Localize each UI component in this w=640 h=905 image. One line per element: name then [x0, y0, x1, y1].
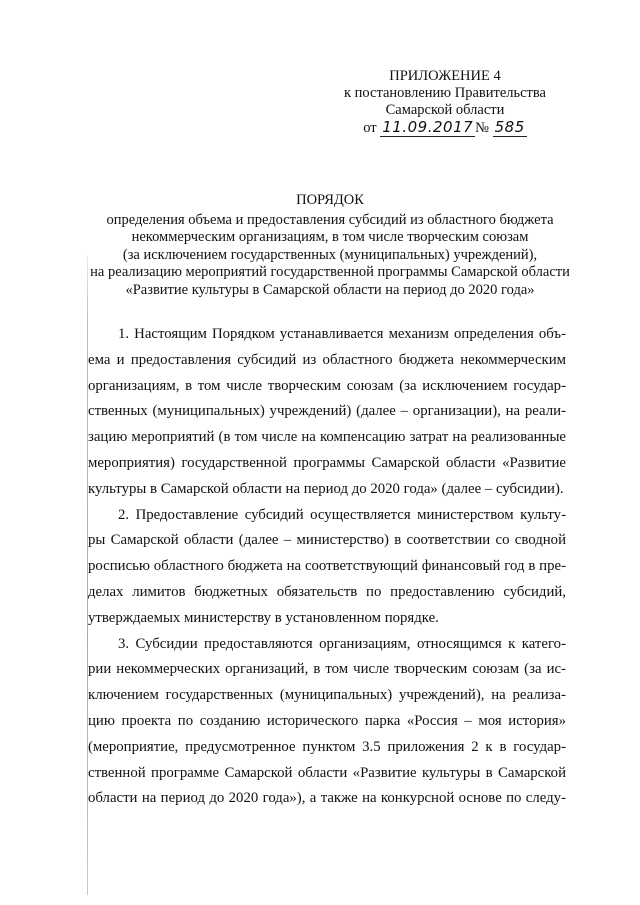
title-heading: ПОРЯДОК [296, 192, 364, 208]
body-line: росписью областного бюджета на соответствующий финансовый год в пре- [88, 558, 566, 575]
appendix-number: ПРИЛОЖЕНИЕ 4 [389, 68, 501, 84]
body-line: ключением государственных (муниципальных) учреждений), на реализа- [88, 687, 566, 704]
title-line: «Развитие культуры в Самарской области на период до 2020 года» [125, 281, 535, 298]
body-line: зацию мероприятий (в том числе на компенсацию затрат на реализованные [88, 429, 566, 446]
number-prefix: № [475, 120, 489, 136]
handwritten-number: 585 [494, 118, 525, 136]
body-line: утверждаемых министерству в установленном порядке. [88, 609, 439, 626]
body-line: цию проекта по созданию исторического парка «Россия – моя история» [88, 712, 566, 729]
body-line: организациям, в том числе творческим союзам (за исключением государ- [88, 377, 566, 394]
body-line: делах лимитов бюджетных обязательств по предоставлению субсидий, [88, 583, 566, 600]
body-line: области на период до 2020 года»), а также на конкурсной основе по следу- [88, 790, 566, 807]
body-line: мероприятия) государственной программы Самарской области «Развитие [88, 454, 566, 471]
body-line: ственных (муниципальных) учреждений) (далее – организации), на реали- [88, 403, 566, 420]
document-title [80, 192, 580, 299]
document-body [88, 322, 566, 812]
appendix-line-3: Самарской области [385, 102, 505, 118]
title-line: (за исключением государственных (муниципальных) учреждений), [122, 246, 538, 263]
body-line: (мероприятие, предусмотренное пунктом 3.5 приложения 2 к в государ- [88, 738, 566, 755]
appendix-line-2: к постановлению Правительства [344, 85, 546, 101]
body-line: ры Самарской области (далее – министерство) в соответствии со сводной [88, 532, 566, 549]
handwritten-date: 11.09.2017 [382, 118, 474, 136]
body-line: культуры в Самарской области на период до 2020 года» (далее – субсидии). [88, 480, 564, 497]
appendix-date-line [340, 119, 550, 137]
body-line: 2. Предоставление субсидий осуществляется министерством культу- [118, 506, 566, 523]
title-line: определения объема и предоставления субсидий из областного бюджета [106, 211, 554, 228]
body-line: рии некоммерческих организаций, в том числе творческим союзам (за ис- [88, 661, 566, 678]
title-line: некоммерческим организациям, в том числе творческим союзам [131, 229, 529, 245]
body-line: 3. Субсидии предоставляются организациям, относящимся к катего- [118, 635, 566, 652]
date-prefix: от [363, 120, 377, 136]
body-line: ема и предоставления субсидий из областного бюджета некоммерческим [88, 351, 566, 368]
body-line: 1. Настоящим Порядком устанавливается механизм определения объ- [118, 326, 566, 342]
appendix-header [340, 68, 550, 137]
title-line: на реализацию мероприятий государственной программы Самарской области [90, 264, 570, 280]
body-line: ственной программе Самарской области «Развитие культуры в Самарской [88, 764, 566, 781]
